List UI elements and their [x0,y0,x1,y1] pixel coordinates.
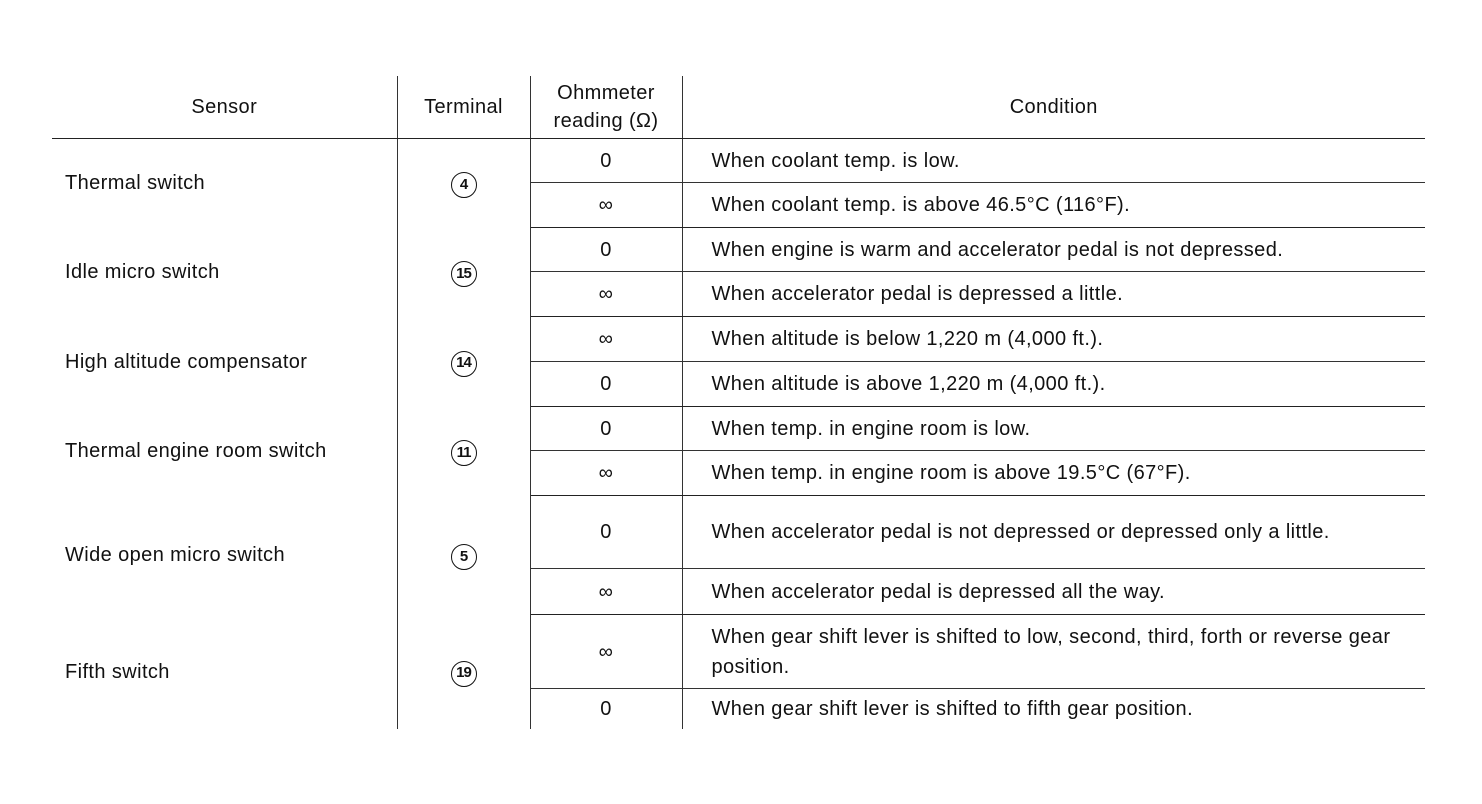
condition-text: When gear shift lever is shifted to fifth gear position. [711,697,1194,720]
condition-text: When temp. in engine room is low. [682,407,1425,451]
ohm-reading: 0 [530,496,682,569]
header-condition: Condition [682,76,1425,139]
sensor-check-table [52,76,1425,729]
header-row [52,76,1425,139]
ohm-reading: ∞ [530,615,682,689]
ohm-reading: 0 [530,228,682,272]
condition-text: When altitude is below 1,220 m (4,000 ft.). [682,317,1425,362]
condition-text: When accelerator pedal is depressed all the way. [682,569,1425,615]
ohm-reading: ∞ [530,451,682,496]
table-row [52,615,1425,689]
condition-text: When gear shift lever is shifted to low, second, third, forth or reverse gear position. [682,615,1425,689]
condition-text: When accelerator pedal is not depressed or depressed only a little. [682,496,1425,569]
header-reading-unit: reading (Ω) [553,110,659,132]
condition-text: When engine is warm and accelerator pedal is not depressed. [682,228,1425,272]
ohm-reading: 0 [530,139,682,183]
terminal-cell [397,407,530,496]
ohm-reading: ∞ [530,317,682,362]
sensor-name: Wide open micro switch [52,496,397,615]
terminal-cell [397,496,530,615]
sensor-name: Thermal switch [52,139,397,228]
ohm-reading: 0 [530,689,682,729]
terminal-number: 4 [451,172,477,198]
terminal-number: 14 [451,351,477,377]
table-row [52,139,1425,183]
header-sensor: Sensor [52,76,397,139]
header-ohmmeter: Ohmmeter [557,82,655,104]
condition-text: When altitude is above 1,220 m (4,000 ft.). [682,362,1425,407]
sensor-name: Thermal engine room switch [52,407,397,496]
terminal-cell [397,139,530,228]
header-ohmmeter-reading [530,76,682,139]
ohm-reading: ∞ [530,183,682,228]
table-row [52,228,1425,272]
sensor-name: High altitude compensator [52,317,397,407]
condition-text: When accelerator pedal is depressed a little. [682,272,1425,317]
sensor-name: Idle micro switch [52,228,397,317]
ohm-reading: 0 [530,362,682,407]
ohm-reading: ∞ [530,569,682,615]
header-terminal: Terminal [397,76,530,139]
terminal-number: 15 [451,261,477,287]
table-row [52,496,1425,569]
condition-text: When coolant temp. is low. [682,139,1425,183]
sensor-name: Fifth switch [52,615,397,729]
ohm-reading: ∞ [530,272,682,317]
terminal-number: 19 [451,661,477,687]
terminal-cell [397,228,530,317]
terminal-number: 11 [451,440,477,466]
condition-text: When temp. in engine room is above 19.5°C (67°F). [682,451,1425,496]
terminal-cell [397,317,530,407]
condition-text: When coolant temp. is above 46.5°C (116°F). [682,183,1425,228]
terminal-number: 5 [451,544,477,570]
sensor-table-container [52,76,1425,729]
table-row [52,317,1425,362]
table-row [52,407,1425,451]
ohm-reading: 0 [530,407,682,451]
terminal-cell [397,615,530,729]
